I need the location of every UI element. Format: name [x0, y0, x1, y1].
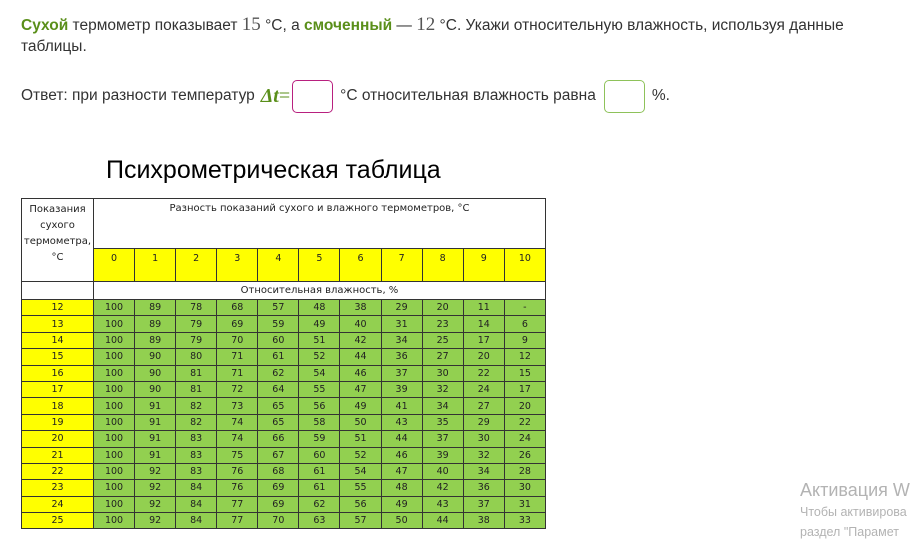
humidity-cell: 48 [299, 300, 340, 316]
humidity-cell: 27 [422, 349, 463, 365]
dry-temp-cell: 20 [22, 431, 94, 447]
humidity-cell: 29 [463, 414, 504, 430]
humidity-cell: 22 [463, 365, 504, 381]
delta-t-input[interactable] [292, 80, 333, 113]
humidity-cell: 50 [381, 513, 422, 529]
humidity-cell: 40 [340, 316, 381, 332]
dry-temp-cell: 22 [22, 463, 94, 479]
humidity-cell: 34 [463, 463, 504, 479]
humidity-cell: 74 [217, 431, 258, 447]
question-part-2: °С, а [260, 17, 305, 34]
question-part-1: термометр показывает [68, 17, 242, 34]
question-part-4: °С. Укажи относительную влажность, используя данные таблицы. [21, 17, 844, 55]
difference-cell: 3 [217, 249, 258, 282]
humidity-cell: 81 [176, 365, 217, 381]
humidity-cell: 24 [463, 381, 504, 397]
humidity-cell: 90 [135, 365, 176, 381]
humidity-cell: 72 [217, 381, 258, 397]
table-title: Психрометрическая таблица [106, 156, 441, 184]
dry-temp-cell: 23 [22, 480, 94, 496]
humidity-cell: 100 [94, 300, 135, 316]
humidity-cell: 84 [176, 480, 217, 496]
humidity-cell: 48 [381, 480, 422, 496]
difference-cell: 1 [135, 249, 176, 282]
humidity-cell: 69 [258, 496, 299, 512]
humidity-cell: 62 [299, 496, 340, 512]
question-text [21, 14, 911, 57]
humidity-cell: 46 [340, 365, 381, 381]
humidity-cell: 100 [94, 496, 135, 512]
humidity-cell: 15 [504, 365, 545, 381]
humidity-cell: 77 [217, 496, 258, 512]
dry-temp-cell: 15 [22, 349, 94, 365]
difference-cell: 4 [258, 249, 299, 282]
humidity-cell: 35 [422, 414, 463, 430]
humidity-cell: 54 [340, 463, 381, 479]
humidity-cell: 60 [258, 332, 299, 348]
humidity-cell: 36 [463, 480, 504, 496]
humidity-cell: 76 [217, 480, 258, 496]
humidity-cell: 44 [381, 431, 422, 447]
humidity-cell: 92 [135, 463, 176, 479]
psychrometric-table [21, 198, 546, 529]
humidity-cell: 100 [94, 447, 135, 463]
humidity-cell: 69 [217, 316, 258, 332]
watermark-title: Активация W [800, 480, 910, 500]
table-row [22, 513, 546, 529]
answer-middle: °С относительная влажность равна [340, 87, 596, 104]
humidity-cell: 14 [463, 316, 504, 332]
humidity-cell: 100 [94, 513, 135, 529]
humidity-cell: 59 [258, 316, 299, 332]
humidity-cell: 100 [94, 316, 135, 332]
humidity-cell: 6 [504, 316, 545, 332]
corner-filler [22, 282, 94, 300]
table-row [22, 480, 546, 496]
humidity-cell: 31 [381, 316, 422, 332]
humidity-cell: 73 [217, 398, 258, 414]
humidity-input[interactable] [604, 80, 645, 113]
watermark-line-2: раздел "Парамет [800, 525, 899, 539]
humidity-cell: 75 [217, 447, 258, 463]
table-row [22, 447, 546, 463]
humidity-cell: 20 [504, 398, 545, 414]
table-row [22, 365, 546, 381]
humidity-cell: 37 [381, 365, 422, 381]
dry-temp-cell: 13 [22, 316, 94, 332]
humidity-cell: 55 [299, 381, 340, 397]
table-row [22, 398, 546, 414]
humidity-cell: 71 [217, 365, 258, 381]
humidity-cell: 58 [299, 414, 340, 430]
humidity-cell: 84 [176, 513, 217, 529]
humidity-cell: 38 [463, 513, 504, 529]
humidity-cell: 89 [135, 300, 176, 316]
difference-cell: 10 [504, 249, 545, 282]
humidity-cell: 55 [340, 480, 381, 496]
windows-activation-watermark [800, 478, 910, 542]
humidity-cell: 12 [504, 349, 545, 365]
difference-cell: 2 [176, 249, 217, 282]
table-row [22, 463, 546, 479]
humidity-cell: 29 [381, 300, 422, 316]
humidity-cell: 100 [94, 365, 135, 381]
humidity-cell: 37 [463, 496, 504, 512]
humidity-cell: 89 [135, 316, 176, 332]
humidity-cell: 68 [217, 300, 258, 316]
humidity-cell: 70 [258, 513, 299, 529]
humidity-cell: 42 [422, 480, 463, 496]
humidity-cell: 57 [340, 513, 381, 529]
humidity-cell: 17 [463, 332, 504, 348]
humidity-cell: 40 [422, 463, 463, 479]
humidity-cell: 20 [463, 349, 504, 365]
difference-header: Разность показаний сухого и влажного термометров, °С [94, 199, 546, 249]
humidity-cell: 81 [176, 381, 217, 397]
humidity-header: Относительная влажность, % [94, 282, 546, 300]
difference-cell: 7 [381, 249, 422, 282]
humidity-cell: 34 [422, 398, 463, 414]
humidity-cell: 49 [340, 398, 381, 414]
humidity-cell: 26 [504, 447, 545, 463]
humidity-cell: 51 [299, 332, 340, 348]
humidity-cell: 56 [299, 398, 340, 414]
humidity-cell: 91 [135, 398, 176, 414]
humidity-cell: 23 [422, 316, 463, 332]
humidity-cell: 71 [217, 349, 258, 365]
humidity-cell: 79 [176, 332, 217, 348]
humidity-cell: 28 [504, 463, 545, 479]
humidity-cell: 92 [135, 480, 176, 496]
humidity-cell: 70 [217, 332, 258, 348]
table-row [22, 431, 546, 447]
humidity-cell: 46 [381, 447, 422, 463]
humidity-cell: 44 [340, 349, 381, 365]
dry-temp-cell: 12 [22, 300, 94, 316]
answer-suffix: %. [651, 87, 670, 104]
humidity-cell: 59 [299, 431, 340, 447]
humidity-cell: 47 [340, 381, 381, 397]
dry-temp-cell: 25 [22, 513, 94, 529]
table-row [22, 381, 546, 397]
table-row [22, 332, 546, 348]
humidity-cell: 64 [258, 381, 299, 397]
humidity-cell: 74 [217, 414, 258, 430]
humidity-cell: 100 [94, 332, 135, 348]
humidity-cell: 78 [176, 300, 217, 316]
humidity-cell: 69 [258, 480, 299, 496]
humidity-cell: 76 [217, 463, 258, 479]
humidity-cell: 43 [381, 414, 422, 430]
humidity-cell: 100 [94, 398, 135, 414]
humidity-cell: 83 [176, 447, 217, 463]
dry-temp: 15 [241, 14, 261, 35]
humidity-cell: 61 [299, 463, 340, 479]
dry-temp-cell: 17 [22, 381, 94, 397]
answer-line [21, 79, 670, 113]
humidity-cell: 100 [94, 414, 135, 430]
humidity-cell: 33 [504, 513, 545, 529]
humidity-cell: 31 [504, 496, 545, 512]
humidity-cell: 24 [504, 431, 545, 447]
humidity-cell: 36 [381, 349, 422, 365]
humidity-cell: 32 [422, 381, 463, 397]
humidity-cell: 91 [135, 414, 176, 430]
table-row [22, 300, 546, 316]
humidity-cell: 39 [381, 381, 422, 397]
humidity-cell: 92 [135, 496, 176, 512]
humidity-cell: 61 [299, 480, 340, 496]
humidity-cell: 51 [340, 431, 381, 447]
humidity-cell: 49 [381, 496, 422, 512]
wet-temp: 12 [416, 14, 436, 35]
humidity-cell: 62 [258, 365, 299, 381]
humidity-cell: 92 [135, 513, 176, 529]
dry-temp-cell: 19 [22, 414, 94, 430]
dry-temp-cell: 21 [22, 447, 94, 463]
humidity-cell: 27 [463, 398, 504, 414]
humidity-cell: 80 [176, 349, 217, 365]
humidity-cell: 100 [94, 480, 135, 496]
difference-cell: 5 [299, 249, 340, 282]
humidity-cell: 67 [258, 447, 299, 463]
humidity-cell: 34 [381, 332, 422, 348]
humidity-cell: 61 [258, 349, 299, 365]
humidity-cell: 22 [504, 414, 545, 430]
humidity-cell: 25 [422, 332, 463, 348]
humidity-cell: 68 [258, 463, 299, 479]
humidity-cell: 30 [422, 365, 463, 381]
humidity-cell: 90 [135, 349, 176, 365]
table-row [22, 349, 546, 365]
humidity-cell: 91 [135, 431, 176, 447]
humidity-cell: 39 [422, 447, 463, 463]
humidity-cell: 89 [135, 332, 176, 348]
humidity-cell: 54 [299, 365, 340, 381]
humidity-cell: 100 [94, 381, 135, 397]
humidity-cell: 42 [340, 332, 381, 348]
humidity-cell: 91 [135, 447, 176, 463]
dry-temp-cell: 18 [22, 398, 94, 414]
humidity-cell: 30 [504, 480, 545, 496]
humidity-cell: 56 [340, 496, 381, 512]
humidity-cell: 57 [258, 300, 299, 316]
delta-t-symbol: Δt [260, 84, 279, 107]
dry-temp-cell: 24 [22, 496, 94, 512]
humidity-cell: 79 [176, 316, 217, 332]
humidity-cell: 17 [504, 381, 545, 397]
humidity-cell: 66 [258, 431, 299, 447]
difference-cell: 8 [422, 249, 463, 282]
humidity-cell: 83 [176, 431, 217, 447]
humidity-cell: 100 [94, 349, 135, 365]
humidity-cell: 82 [176, 414, 217, 430]
humidity-cell: 37 [422, 431, 463, 447]
humidity-cell: 52 [340, 447, 381, 463]
humidity-cell: 63 [299, 513, 340, 529]
humidity-cell: 60 [299, 447, 340, 463]
table-row [22, 414, 546, 430]
humidity-cell: 52 [299, 349, 340, 365]
humidity-cell: 100 [94, 431, 135, 447]
table-row [22, 316, 546, 332]
humidity-cell: 90 [135, 381, 176, 397]
humidity-cell: 43 [422, 496, 463, 512]
humidity-cell: 32 [463, 447, 504, 463]
humidity-cell: - [504, 300, 545, 316]
difference-cell: 0 [94, 249, 135, 282]
humidity-cell: 50 [340, 414, 381, 430]
humidity-cell: 65 [258, 414, 299, 430]
answer-prefix: Ответ: при разности температур [21, 87, 255, 104]
dry-temp-cell: 16 [22, 365, 94, 381]
humidity-cell: 100 [94, 463, 135, 479]
question-part-3: — [392, 17, 417, 34]
humidity-cell: 77 [217, 513, 258, 529]
humidity-cell: 49 [299, 316, 340, 332]
humidity-cell: 38 [340, 300, 381, 316]
humidity-cell: 44 [422, 513, 463, 529]
equals-sign: = [278, 84, 291, 107]
humidity-cell: 65 [258, 398, 299, 414]
humidity-cell: 11 [463, 300, 504, 316]
dry-thermometer-header: Показания сухого термометра, °С [22, 199, 94, 282]
difference-cell: 9 [463, 249, 504, 282]
table-row [22, 496, 546, 512]
watermark-line-1: Чтобы активирова [800, 505, 907, 519]
humidity-cell: 9 [504, 332, 545, 348]
humidity-cell: 83 [176, 463, 217, 479]
humidity-cell: 41 [381, 398, 422, 414]
humidity-cell: 30 [463, 431, 504, 447]
humidity-cell: 82 [176, 398, 217, 414]
wet-word: смоченный [304, 17, 393, 34]
humidity-cell: 47 [381, 463, 422, 479]
humidity-cell: 20 [422, 300, 463, 316]
difference-cell: 6 [340, 249, 381, 282]
dry-word: Сухой [21, 17, 69, 34]
humidity-cell: 84 [176, 496, 217, 512]
dry-temp-cell: 14 [22, 332, 94, 348]
